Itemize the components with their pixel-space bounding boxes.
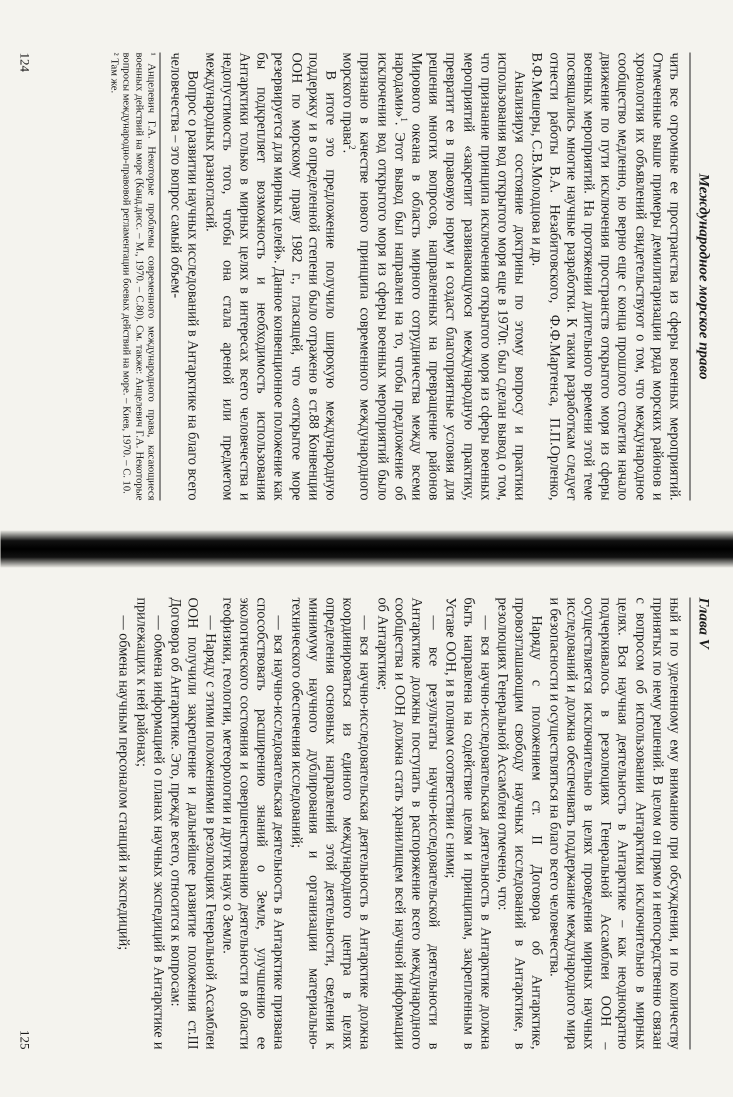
right-page — [0, 567, 733, 1097]
left-page — [0, 0, 733, 530]
footnote-ref: 2 — [346, 144, 357, 150]
right-list-item: — вся научно-исследовательская деятельность в Антарктике призвана способствовать расширению знаний о Земле, улучшению ее экологического состояния и совершенствованию деятельности в области геофизики, геологии, метеорологии и других наук о Земле. — [218, 597, 287, 1049]
right-list-item: — обмена научным персоналом станций и экспедиций; — [115, 615, 132, 950]
left-paragraph: В итоге это предложение получило широкую международную поддержку и в определенной степени было отражено в ст.88 Конвенции ООН по морскому праву 1982 г., гласящей, что «открытое море резервируется для мирных целей». Данное конвенционное положение как бы подкрепляет возможность и необходимость использования Антарктики только в мирных целях в интересах всего человечества и недопустимость того, чтобы она стала ареной или предметом международных разногласий. — [201, 52, 338, 500]
left-paragraph-text: . Этот вывод был направлен на то, чтобы предложение об исключении вод открытого моря из сферы военных мероприятий было признано в качестве нового принципа современного международного морского права — [339, 52, 407, 500]
footnote: ¹ Анцелевич Г.А. Некоторые проблемы современного международного права, касающиеся военных действий на море (Канд.дисс. – М., 1970. – С.80). См. также: Анцелевич Г.А. Некоторые вопросы международно-правовой регламентации боевых действий на море. – Киев, 1970. – С. 10. — [120, 52, 156, 500]
footnote: ² Там же. — [108, 52, 120, 93]
right-list-item: — вся научно-исследовательская деятельность в Антарктике должна быть направлена на содействие целям и принципам, закрепленным в Уставе ООН, и в полном соответствии с ними; — [442, 597, 493, 1049]
left-paragraph: чить все огромные ее пространства из сферы военных мероприятий. Отмеченные выше примеры демилитаризации ряда морских районов и хронология их объявлений свидетельствуют о том, что международное сообщество медленно, но верно еще с конца прошлого столетия начало движение по пути исключения пространств открытого моря из сферы военных мероприятий. На протяжении длительного времени этой теме посвящались многие научные разработки. К таким разработкам следует отнести работы В.А. Незабитовского, Ф.Ф.Мартенса, П.П.Орленко, В.Ф.Мешеры, С.В.Молодцова и др. — [528, 52, 682, 500]
left-body-text — [166, 52, 682, 500]
left-paragraph: Вопрос о развитии научных исследований в Антарктике на благо всего человечества – это вопрос самый объем- — [167, 52, 201, 500]
right-paragraph: Наряду с положением ст. II Договора об Антарктике, провозглашающим свободу научных исследований в Антарктике, в резолюциях Генеральной Ассамблеи отмечено, что: — [493, 597, 545, 1049]
left-paragraph — [338, 52, 527, 500]
footnotes — [107, 52, 160, 500]
right-body-text — [114, 597, 682, 1049]
left-running-head: Международное морское право — [689, 52, 711, 500]
right-page-number: 125 — [17, 1029, 32, 1049]
right-list-item: — обмена информацией о планах научных экспедиций в Антарктике и прилежащих к ней районах; — [132, 597, 166, 1049]
footnote-ref: 1 — [398, 116, 409, 122]
right-list-item: — вся научно-исследовательская деятельность в Антарктике должна координироваться из единого международного центра в целях определения основных направлений этой деятельности, сведения к минимуму научного дублирования и организации материально-технического обеспечения исследований; — [287, 597, 373, 1049]
right-list-item: — все результаты научно-исследовательской деятельности в Антарктике должны поступать в распоряжение всего международного сообщества и ООН должна стать хранилищем всей научной информации об Антарктике; — [373, 597, 442, 1049]
right-paragraph: ный и по уделенному ему вниманию при обсуждении, и по количеству принятых по нему решений. В целом он прямо и непосредственно связан с вопросом об использовании Антарктики исключительно в мирных целях. Вся научная деятельность в Антарктике – как неоднократно подчеркивалось в резолюциях Генеральной Ассамблеи ООН – осуществляется исключительно в целях проведения мирных научных исследований и должна обеспечивать поддержание международного мира и безопасности и осуществляться на благо всего человечества. — [545, 597, 682, 1049]
left-page-number: 124 — [17, 52, 32, 72]
right-running-head: Глава V — [689, 597, 711, 1049]
left-paragraph-text: . — [339, 149, 356, 153]
book-gutter-shadow — [0, 530, 733, 567]
right-paragraph: — Наряду с этими положениями в резолюциях Генеральной Ассамблеи ООН получили закрепление и дальнейшее развитие положения ст.III Договора об Антарктике. Это, прежде всего, относится к вопросам: — [167, 597, 218, 1049]
left-paragraph-text: Анализируя состояние доктрины по этому вопросу и практики использования вод открытого моря еще в 1970г. был сделан вывод о том, что признание принципа исключения открытого моря из сферы военных мероприятий «закрепит развивающуюся международную практику, превратит ее в правовую норму и создаст благоприятные условия для решения многих вопросов, направленных на превращение районов Мирового океана в область мирного сотрудничества между всеми народами» — [390, 52, 528, 500]
